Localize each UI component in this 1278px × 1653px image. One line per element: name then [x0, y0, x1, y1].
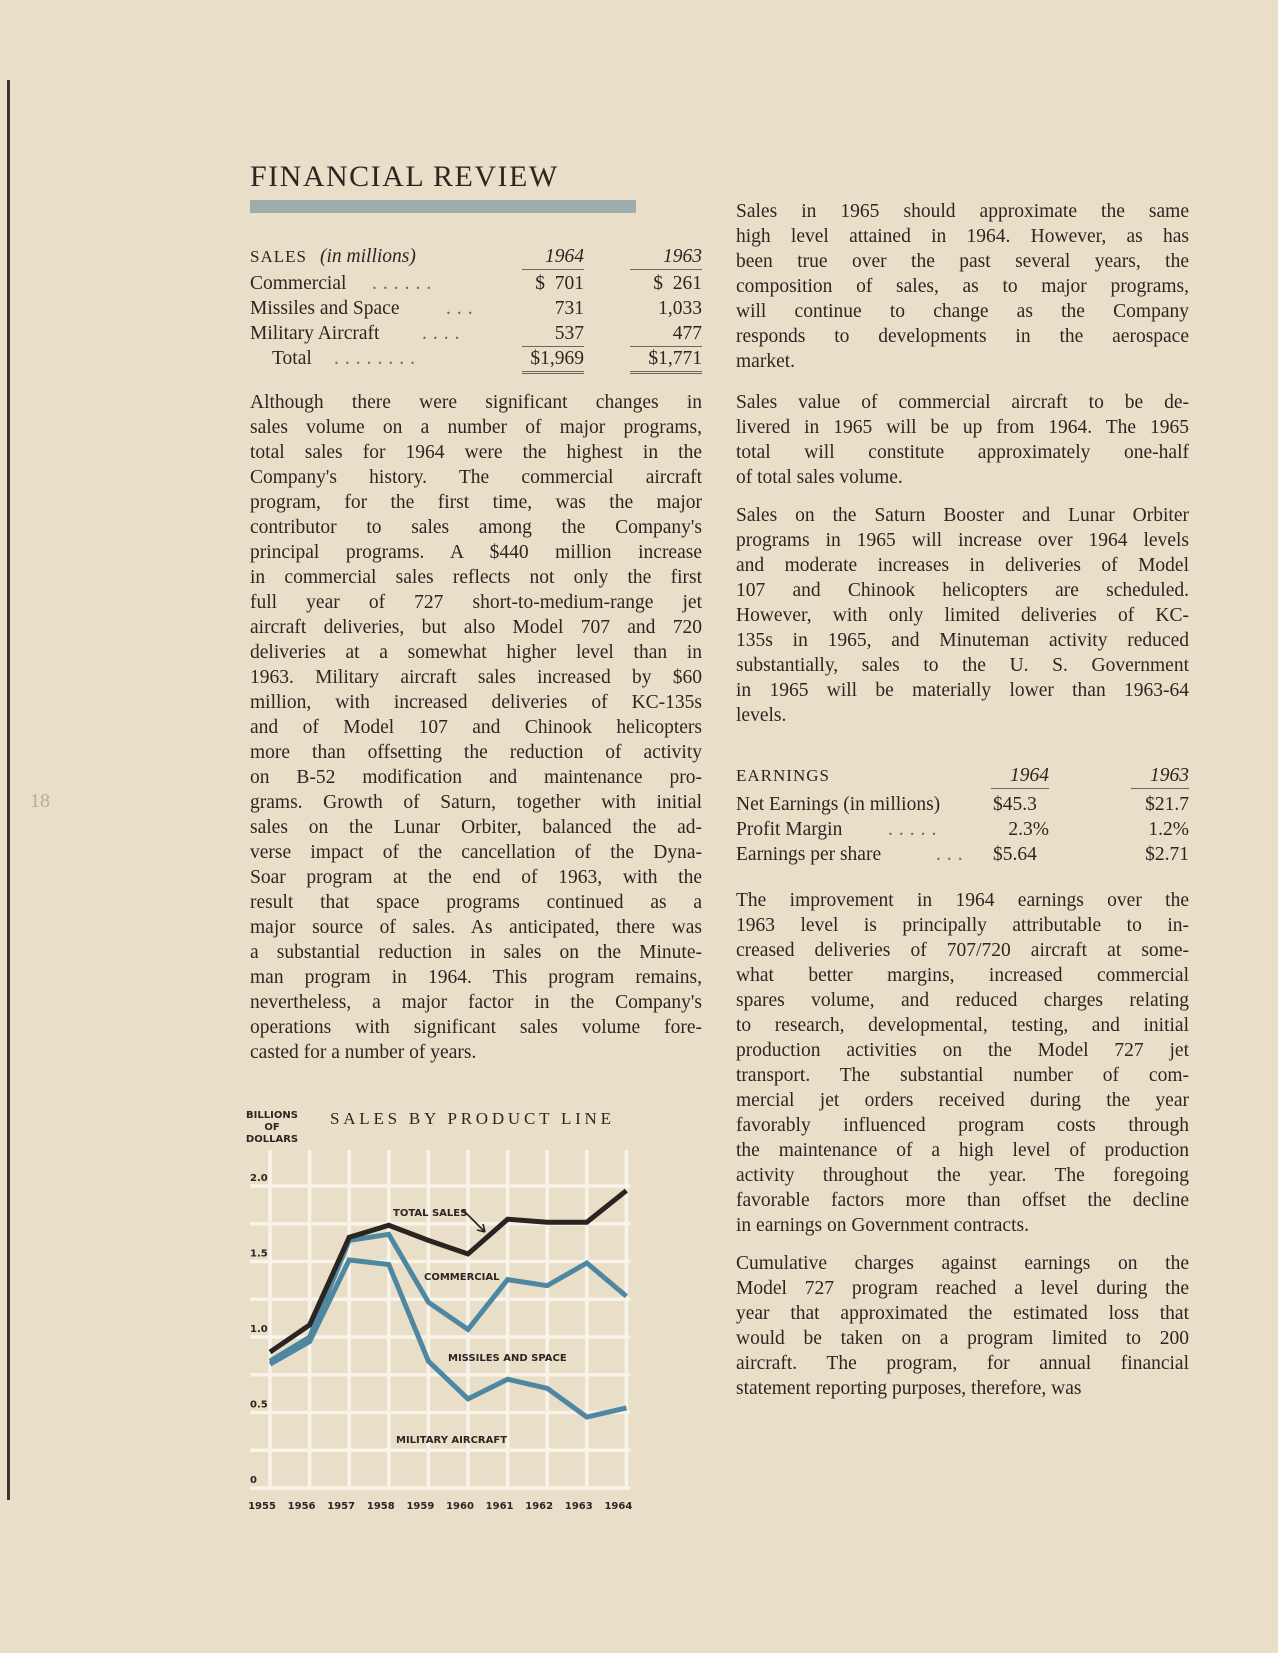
row-label: Commercial	[250, 273, 347, 294]
text-line: result that space programs continued as a	[250, 892, 702, 913]
text-line: of total sales volume.	[736, 467, 903, 488]
leader-dots: .....	[888, 819, 943, 840]
text-line: production activities on the Model 727 jet	[736, 1040, 1189, 1061]
row-label: Net Earnings (in millions)	[736, 794, 941, 815]
text-line: man program in 1964. This program remains,	[250, 967, 702, 988]
x-tick-label: 1960	[446, 1501, 474, 1512]
text-line: The improvement in 1964 earnings over the	[736, 890, 1189, 911]
text-line: levels.	[736, 705, 787, 726]
value-1964: 731	[554, 298, 584, 319]
annotation-total-sales: TOTAL SALES	[393, 1208, 468, 1219]
text-line: casted for a number of years.	[250, 1042, 477, 1063]
y-tick-labels	[250, 1173, 268, 1486]
text-line: million, with increased deliveries of KC-135s	[250, 692, 702, 713]
value-1963: $2.71	[1145, 844, 1189, 865]
leader-dots: ....	[422, 323, 466, 344]
value-1963: $1,771	[630, 346, 702, 374]
text-line: principal programs. A $440 million increase	[250, 542, 702, 563]
text-line: Sales value of commercial aircraft to be de-	[736, 392, 1189, 413]
leader-dots: ......	[372, 273, 438, 294]
y-tick-label: 1.0	[250, 1324, 268, 1335]
text-line: responds to developments in the aerospace	[736, 326, 1189, 347]
page-title: FINANCIAL REVIEW	[250, 160, 559, 193]
text-line: year that approximated the estimated loss that	[736, 1303, 1189, 1324]
text-line: aircraft. The program, for annual financial	[736, 1353, 1189, 1374]
text-line: program, for the first time, was the major	[250, 492, 702, 513]
text-line: composition of sales, as to major programs,	[736, 276, 1189, 297]
x-tick-label: 1962	[525, 1501, 554, 1512]
x-tick-label: 1961	[485, 1501, 514, 1512]
text-line: substantially, sales to the U. S. Government	[736, 655, 1189, 676]
row-label: Profit Margin	[736, 819, 843, 840]
page-number: 18	[30, 790, 50, 812]
text-line: more than offsetting the reduction of activity	[250, 742, 702, 763]
leader-dots: ...	[936, 844, 969, 865]
annotation-commercial: COMMERCIAL	[424, 1272, 500, 1283]
text-line: the maintenance of a high level of production	[736, 1140, 1189, 1161]
text-line: verse impact of the cancellation of the Dyna-	[250, 842, 702, 863]
y-axis-title-line: BILLIONS	[246, 1110, 298, 1121]
value-1963: 477	[630, 321, 702, 347]
y-axis-title-line: DOLLARS	[245, 1134, 299, 1145]
text-line: 1963 level is principally attributable to in-	[736, 915, 1189, 936]
text-line: creased deliveries of 707/720 aircraft at some-	[736, 940, 1189, 961]
text-line: spares volume, and reduced charges relating	[736, 990, 1189, 1011]
row-label: Earnings per share	[736, 844, 882, 865]
value-1963: $ 261	[653, 273, 702, 294]
text-line: transport. The substantial number of com-	[736, 1065, 1189, 1086]
text-line: on B-52 modification and maintenance pro-	[250, 767, 702, 788]
text-line: nevertheless, a major factor in the Company's	[250, 992, 702, 1013]
text-line: high level attained in 1964. However, as has	[736, 226, 1189, 247]
annotation-military-aircraft: MILITARY AIRCRAFT	[396, 1435, 508, 1446]
text-line: total sales for 1964 were the highest in the	[250, 442, 702, 463]
x-tick-label: 1955	[248, 1501, 276, 1512]
y-tick-label: 0.5	[250, 1399, 268, 1411]
text-line: market.	[736, 351, 796, 372]
text-line: Model 727 program reached a level during the	[736, 1278, 1189, 1299]
row-label: Military Aircraft	[250, 323, 380, 344]
year-1964: 1964	[991, 763, 1049, 789]
text-line: Sales in 1965 should approximate the same	[736, 201, 1189, 222]
y-axis-title-line: OF	[264, 1122, 280, 1133]
year-1963: 1963	[630, 244, 702, 270]
value-1964: $45.3	[993, 794, 1037, 815]
sales-unit: (in millions)	[320, 246, 416, 267]
text-line: deliveries at a somewhat higher level than in	[250, 642, 702, 663]
year-1963: 1963	[1131, 763, 1189, 789]
text-line: sales on the Lunar Orbiter, balanced the ad-	[250, 817, 702, 838]
row-label: Total	[272, 348, 312, 369]
earnings-heading: EARNINGS	[736, 766, 830, 785]
sales-heading: SALES	[250, 247, 307, 266]
text-line: and of Model 107 and Chinook helicopters	[250, 717, 702, 738]
text-line: major source of sales. As anticipated, there was	[250, 917, 702, 938]
text-line: grams. Growth of Saturn, together with initial	[250, 792, 702, 813]
text-line: to research, developmental, testing, and initial	[736, 1015, 1189, 1036]
x-tick-label: 1959	[406, 1501, 435, 1512]
annotation-missiles-and-space: MISSILES AND SPACE	[448, 1353, 567, 1364]
x-tick-label: 1964	[604, 1501, 633, 1512]
text-line: Although there were significant changes in	[250, 392, 702, 413]
x-tick-label: 1963	[564, 1501, 593, 1512]
value-1964: $ 701	[535, 273, 584, 294]
leader-dots: ........	[334, 348, 421, 369]
x-tick-label: 1957	[327, 1501, 356, 1512]
text-line: 135s in 1965, and Minuteman activity reduced	[736, 630, 1189, 651]
text-line: favorable factors more than offset the decline	[736, 1190, 1189, 1211]
text-line: in earnings on Government contracts.	[736, 1215, 1029, 1236]
year-1964: 1964	[522, 244, 584, 270]
value-1964: 2.3%	[1008, 819, 1049, 840]
text-line: and moderate increases in deliveries of Model	[736, 555, 1189, 576]
value-1964: 537	[522, 321, 584, 347]
text-line: a substantial reduction in sales on the Minute-	[250, 942, 702, 963]
value-1964: $1,969	[522, 346, 584, 374]
text-line: favorably influenced program costs through	[736, 1115, 1189, 1136]
x-tick-labels	[248, 1501, 632, 1512]
text-line: what better margins, increased commercial	[736, 965, 1189, 986]
text-line: livered in 1965 will be up from 1964. The 1965	[736, 417, 1189, 438]
text-line: aircraft deliveries, but also Model 707 and 720	[250, 617, 702, 638]
text-line: Company's history. The commercial aircraft	[250, 467, 702, 488]
y-tick-label: 2.0	[250, 1173, 268, 1184]
text-line: will continue to change as the Company	[736, 301, 1189, 322]
text-line: programs in 1965 will increase over 1964 levels	[736, 530, 1189, 551]
text-line: sales volume on a number of major programs,	[250, 417, 702, 438]
text-line: operations with significant sales volume fore-	[250, 1017, 702, 1038]
text-line: Soar program at the end of 1963, with the	[250, 867, 702, 888]
text-line: 1963. Military aircraft sales increased by $60	[250, 667, 702, 688]
value-1963: $21.7	[1145, 794, 1189, 815]
leader-dots: ...	[446, 298, 479, 319]
text-line: been true over the past several years, the	[736, 251, 1189, 272]
text-line: Cumulative charges against earnings on the	[736, 1253, 1189, 1274]
text-line: in 1965 will be materially lower than 1963-64	[736, 680, 1189, 701]
text-line: total will constitute approximately one-half	[736, 442, 1189, 463]
text-line: in commercial sales reflects not only the first	[250, 567, 702, 588]
chart-title: SALES BY PRODUCT LINE	[330, 1109, 612, 1128]
x-tick-label: 1958	[366, 1501, 395, 1512]
value-1964: $5.64	[993, 844, 1037, 865]
text-line: 107 and Chinook helicopters are scheduled.	[736, 580, 1189, 601]
text-line: activity throughout the year. The foregoing	[736, 1165, 1189, 1186]
text-line: However, with only limited deliveries of KC-	[736, 605, 1189, 626]
text-line: mercial jet orders received during the year	[736, 1090, 1189, 1111]
y-tick-label: 1.5	[250, 1248, 268, 1260]
row-label: Missiles and Space	[250, 298, 400, 319]
text-line: contributor to sales among the Company's	[250, 517, 702, 538]
text-line: statement reporting purposes, therefore, was	[736, 1378, 1082, 1399]
text-line: Sales on the Saturn Booster and Lunar Orbiter	[736, 505, 1189, 526]
text-line: would be taken on a program limited to 200	[736, 1328, 1189, 1349]
text-line: full year of 727 short-to-medium-range jet	[250, 592, 702, 613]
x-tick-label: 1956	[287, 1501, 316, 1512]
value-1963: 1,033	[658, 298, 702, 319]
value-1963: 1.2%	[1148, 819, 1189, 840]
y-tick-label: 0	[250, 1475, 257, 1486]
